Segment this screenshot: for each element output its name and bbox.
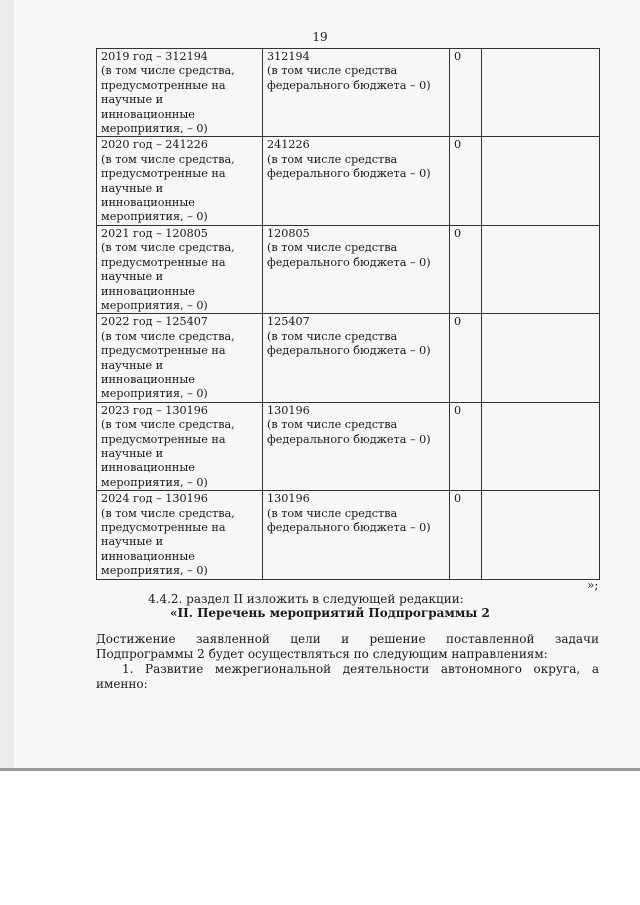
closing-quote: »; <box>587 578 599 592</box>
cell-line: федерального бюджета – 0) <box>267 78 431 92</box>
budget-amount-cell <box>263 49 450 137</box>
table-row <box>97 137 600 225</box>
cell-line: (в том числе средства <box>267 329 398 343</box>
year-total-cell <box>97 225 263 313</box>
year-total-cell <box>97 49 263 137</box>
cell-line: мероприятия, – 0) <box>101 298 208 312</box>
budget-table <box>96 48 600 580</box>
table-row <box>97 491 600 579</box>
cell-line: предусмотренные на <box>101 432 226 446</box>
empty-cell <box>482 491 600 579</box>
cell-line: 130196 <box>267 403 310 417</box>
budget-amount-cell <box>263 314 450 402</box>
cell-line: предусмотренные на <box>101 78 226 92</box>
empty-cell <box>482 402 600 490</box>
budget-amount-cell <box>263 402 450 490</box>
empty-cell <box>482 225 600 313</box>
budget-amount-cell <box>263 137 450 225</box>
scan-margin <box>0 0 14 768</box>
cell-line: 0 <box>454 492 462 506</box>
cell-line: научные и <box>101 446 164 460</box>
cell-line: федерального бюджета – 0) <box>267 255 431 269</box>
cell-line: научные и <box>101 93 164 107</box>
page-number: 19 <box>312 30 328 44</box>
cell-line: мероприятия, – 0) <box>101 210 208 224</box>
table-row <box>97 402 600 490</box>
cell-line: 0 <box>454 315 462 329</box>
section-heading: «II. Перечень мероприятий Подпрограммы 2 <box>170 606 490 620</box>
cell-line: 2023 год – 130196 <box>101 403 208 417</box>
cell-line: инновационные <box>101 284 195 298</box>
other-amount-cell <box>450 49 482 137</box>
body-line-2: Подпрограммы 2 будет осуществляться по следующим направлениям: <box>96 647 548 661</box>
cell-line: федерального бюджета – 0) <box>267 344 431 358</box>
cell-line: (в том числе средства <box>267 64 398 78</box>
cell-line: (в том числе средства, <box>101 329 235 343</box>
empty-cell <box>482 137 600 225</box>
body-line-4: именно: <box>96 677 148 691</box>
cell-line: предусмотренные на <box>101 167 226 181</box>
year-total-cell <box>97 491 263 579</box>
cell-line: научные и <box>101 535 164 549</box>
year-total-cell <box>97 314 263 402</box>
cell-line: (в том числе средства, <box>101 152 235 166</box>
body-line-1: Достижение заявленной цели и решение поставленной задачи <box>96 632 599 646</box>
cell-line: предусмотренные на <box>101 344 226 358</box>
budget-amount-cell <box>263 225 450 313</box>
budget-amount-cell <box>263 491 450 579</box>
cell-line: предусмотренные на <box>101 521 226 534</box>
cell-line: (в том числе средства, <box>101 64 235 78</box>
cell-line: 130196 <box>267 492 310 506</box>
empty-cell <box>482 314 600 402</box>
cell-line: (в том числе средства, <box>101 506 235 520</box>
cell-line: 0 <box>454 226 462 240</box>
cell-line: мероприятия, – 0) <box>101 475 208 489</box>
cell-line: инновационные <box>101 107 195 121</box>
other-amount-cell <box>450 137 482 225</box>
other-amount-cell <box>450 402 482 490</box>
cell-line: инновационные <box>101 196 195 210</box>
cell-line: мероприятия, – 0) <box>101 564 208 578</box>
cell-line: 0 <box>454 403 462 417</box>
other-amount-cell <box>450 491 482 579</box>
table-row <box>97 225 600 313</box>
cell-line: предусмотренные на <box>101 255 226 269</box>
cell-line: инновационные <box>101 372 195 386</box>
other-amount-cell <box>450 314 482 402</box>
empty-cell <box>482 49 600 137</box>
cell-line: федерального бюджета – 0) <box>267 432 431 446</box>
cell-line: (в том числе средства <box>267 506 398 520</box>
table-row <box>97 49 600 137</box>
body-line-3: 1. Развитие межрегиональной деятельности автономного округа, а <box>122 662 599 676</box>
year-total-cell <box>97 137 263 225</box>
cell-line: 2022 год – 125407 <box>101 315 208 329</box>
cell-line: 0 <box>454 138 462 152</box>
cell-line: федерального бюджета – 0) <box>267 521 431 534</box>
cell-line: 120805 <box>267 226 310 240</box>
section-instruction: 4.4.2. раздел II изложить в следующей редакции: <box>148 592 464 606</box>
cell-line: 2021 год – 120805 <box>101 226 208 240</box>
cell-line: инновационные <box>101 549 195 563</box>
year-total-cell <box>97 402 263 490</box>
cell-line: научные и <box>101 270 164 284</box>
cell-line: 2019 год – 312194 <box>101 50 208 63</box>
cell-line: (в том числе средства, <box>101 241 235 255</box>
cell-line: (в том числе средства <box>267 241 398 255</box>
cell-line: (в том числе средства <box>267 418 398 432</box>
cell-line: мероприятия, – 0) <box>101 122 208 136</box>
cell-line: федерального бюджета – 0) <box>267 167 431 181</box>
table-row <box>97 314 600 402</box>
cell-line: 241226 <box>267 138 310 152</box>
cell-line: 125407 <box>267 315 310 329</box>
cell-line: (в том числе средства, <box>101 418 235 432</box>
cell-line: 2024 год – 130196 <box>101 492 208 506</box>
cell-line: 312194 <box>267 50 310 63</box>
cell-line: инновационные <box>101 461 195 475</box>
cell-line: научные и <box>101 181 164 195</box>
cell-line: 0 <box>454 50 462 63</box>
cell-line: научные и <box>101 358 164 372</box>
cell-line: 2020 год – 241226 <box>101 138 208 152</box>
scan-bottom-edge <box>0 768 640 771</box>
cell-line: (в том числе средства <box>267 152 398 166</box>
cell-line: мероприятия, – 0) <box>101 387 208 401</box>
other-amount-cell <box>450 225 482 313</box>
